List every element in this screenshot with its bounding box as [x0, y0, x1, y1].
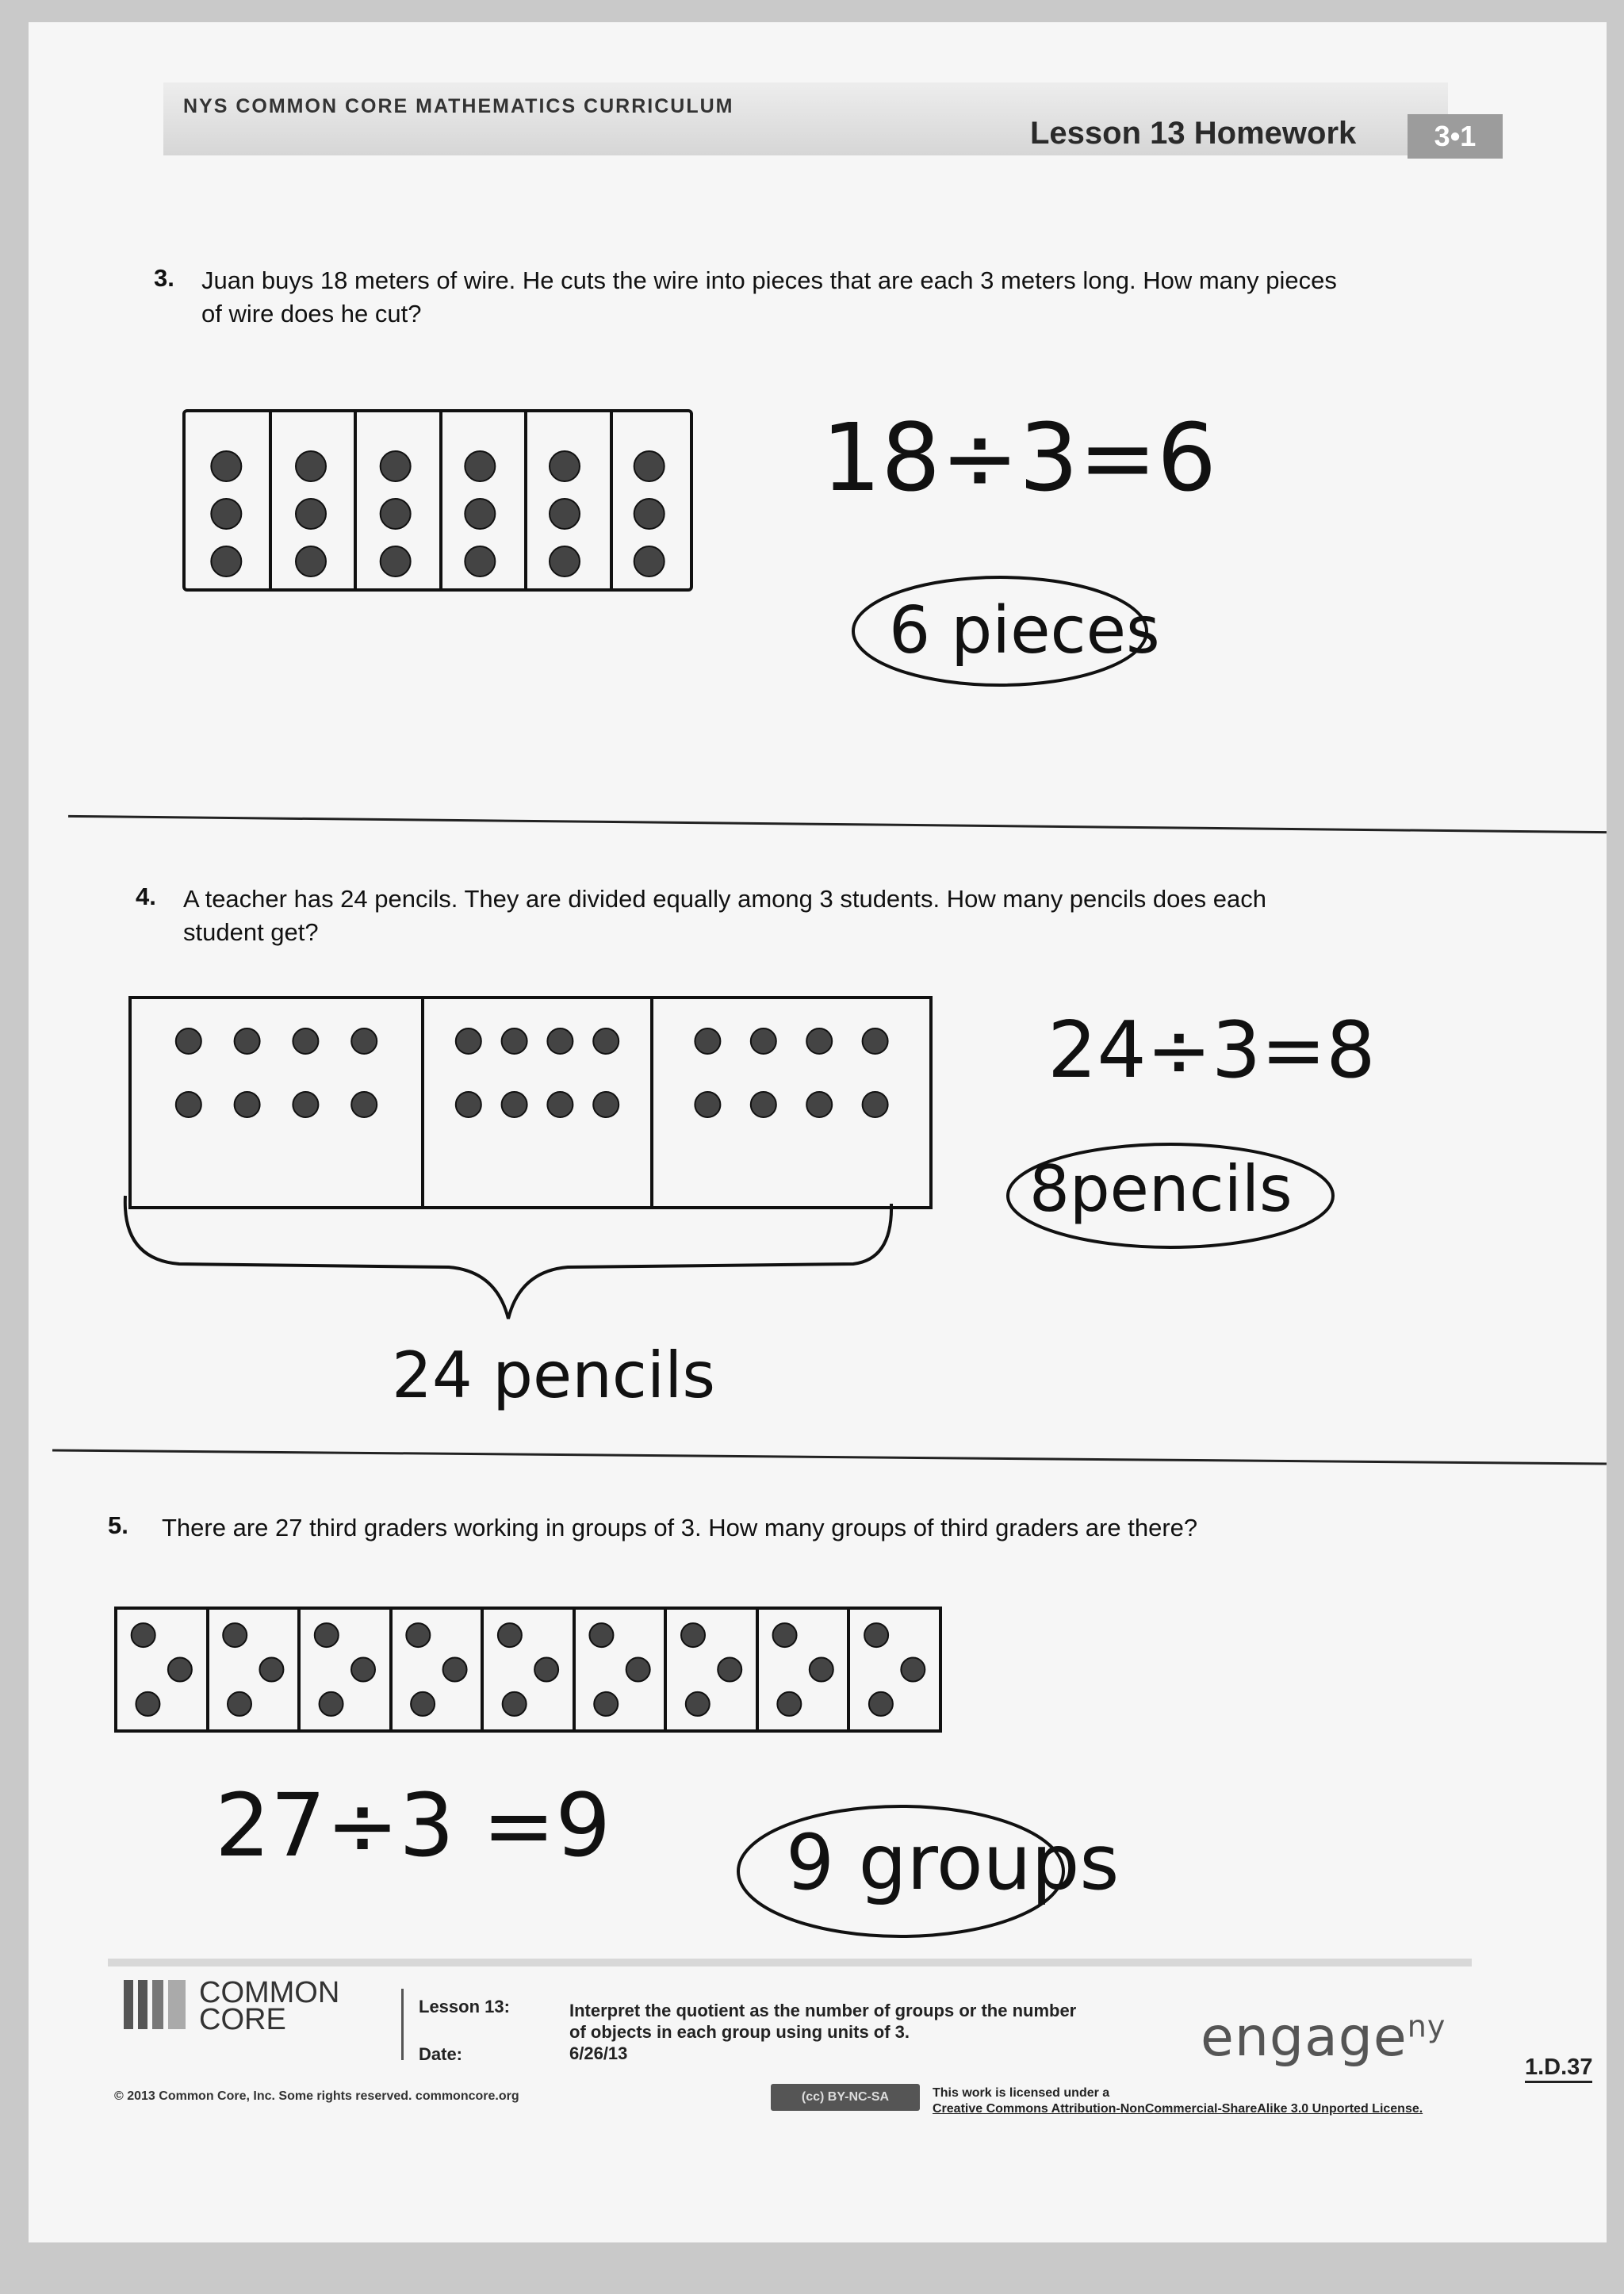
problem-5-dot — [626, 1658, 650, 1682]
problem-3-dot — [211, 499, 241, 529]
problem-4-dot — [235, 1092, 260, 1117]
problem-3-dot — [465, 451, 495, 481]
problem-3-dot — [211, 451, 241, 481]
problem-3-equation: 18÷3=6 — [822, 403, 1217, 512]
license-link: Creative Commons Attribution-NonCommercial-ShareAlike 3.0 Unported License. — [933, 2102, 1423, 2116]
problem-3-dot — [550, 451, 580, 481]
problem-3-dot — [381, 499, 411, 529]
problem-3-dot — [381, 546, 411, 576]
problem-4-dot — [456, 1092, 481, 1117]
problem-5-dot — [589, 1623, 613, 1647]
problem-5-dot — [320, 1692, 343, 1716]
logo-word-core: CORE — [199, 2003, 286, 2036]
problem-5-dot — [498, 1623, 522, 1647]
footer-separator — [401, 1989, 404, 2060]
problem-4-dots — [176, 1028, 888, 1117]
problem-4-text — [183, 883, 1563, 949]
problem-4-brace-label: 24 pencils — [392, 1338, 716, 1412]
problem-5-text: There are 27 third graders working in groups of 3. How many groups of third graders are there? — [162, 1514, 1198, 1541]
problem-4-dot — [235, 1028, 260, 1054]
lesson-title: Lesson 13 Homework — [1030, 116, 1357, 151]
footer-band — [108, 1959, 1472, 1967]
problem-3-dot — [381, 451, 411, 481]
problem-3-tape-diagram — [184, 411, 691, 590]
problem-3-dot — [550, 499, 580, 529]
problem-5-dot — [681, 1623, 705, 1647]
problem-3-dot — [634, 451, 665, 481]
problem-4-dot — [695, 1092, 720, 1117]
problem-4-equation: 24÷3=8 — [1048, 1005, 1376, 1096]
problem-4-dot — [547, 1092, 573, 1117]
problem-4-dot — [502, 1092, 527, 1117]
footer-date-label: Date: — [419, 2044, 463, 2064]
problem-5-number: 5. — [108, 1511, 128, 1539]
problem-5-dot — [411, 1692, 435, 1716]
problem-4-dot — [351, 1028, 377, 1054]
problem-5-dot — [132, 1623, 155, 1647]
problem-4-dot — [351, 1092, 377, 1117]
problem-3-dot — [634, 499, 665, 529]
problem-4-brace — [125, 1196, 891, 1319]
problem-4-dot — [863, 1028, 888, 1054]
problem-3-dots — [211, 451, 664, 576]
problem-5-dot — [223, 1623, 247, 1647]
common-core-logo — [124, 1976, 377, 2036]
problem-5-dot — [315, 1623, 339, 1647]
problem-3-dot — [296, 451, 326, 481]
footer-description — [569, 2000, 1156, 2064]
problem-5-equation: 27÷3 =9 — [215, 1775, 611, 1876]
problem-5-dot — [534, 1658, 558, 1682]
copyright: © 2013 Common Core, Inc. Some rights reserved. commoncore.org — [114, 2089, 519, 2103]
problem-5-dot — [259, 1658, 283, 1682]
problem-5-dot — [351, 1658, 375, 1682]
problem-4-dot — [456, 1028, 481, 1054]
common-core-bars-icon — [124, 1978, 195, 2034]
problem-4-dot — [502, 1028, 527, 1054]
problem-4-dot — [547, 1028, 573, 1054]
problem-3-answer: 6 pieces — [889, 593, 1160, 668]
problem-3-dot — [211, 546, 241, 576]
problem-3-dot — [550, 546, 580, 576]
problem-5-dots — [132, 1623, 925, 1716]
problem-3-dot — [465, 499, 495, 529]
problem-5-dot — [686, 1692, 710, 1716]
grade-module-badge: 3•1 — [1408, 114, 1503, 159]
problem-3-dot — [296, 499, 326, 529]
license-line1: This work is licensed under a — [933, 2086, 1110, 2100]
problem-4-dot — [863, 1092, 888, 1117]
footer-date: 6/26/13 — [569, 2043, 628, 2063]
problem-4-dot — [293, 1028, 318, 1054]
problem-5-dot — [406, 1623, 430, 1647]
problem-5-dot — [901, 1658, 925, 1682]
handwriting-layer — [29, 22, 1607, 2242]
problem-4-dot — [293, 1092, 318, 1117]
footer-description-line1: Interpret the quotient as the number of groups or the number — [569, 2001, 1077, 2020]
problem-5-dot — [773, 1623, 797, 1647]
footer-lesson-label: Lesson 13: — [419, 1997, 510, 2016]
problem-4-number: 4. — [136, 883, 156, 910]
curriculum-title: NYS COMMON CORE MATHEMATICS CURRICULUM — [183, 95, 734, 117]
engage-word: engage — [1201, 2006, 1408, 2069]
problem-3-dot — [296, 546, 326, 576]
problem-4-dot — [593, 1028, 619, 1054]
problem-4-dot — [176, 1028, 201, 1054]
problem-5-dot — [718, 1658, 741, 1682]
problem-4-dot — [751, 1028, 776, 1054]
logo-word-common: COMMON — [199, 1976, 340, 2009]
problem-4-dot — [806, 1092, 832, 1117]
problem-4-dot — [695, 1028, 720, 1054]
problem-5-dot — [168, 1658, 192, 1682]
problem-5-dot — [228, 1692, 251, 1716]
problem-4-text-line2: student get? — [183, 918, 319, 946]
problem-5-dot — [136, 1692, 159, 1716]
worksheet-page — [29, 22, 1607, 2242]
problem-5-dot — [443, 1658, 467, 1682]
problem-3-dot — [465, 546, 495, 576]
problem-4-text-line1: A teacher has 24 pencils. They are divided equally among 3 students. How many pencils does each — [183, 885, 1266, 913]
footer-description-line2: of objects in each group using units of 3. — [569, 2022, 910, 2042]
problem-4-dot — [751, 1092, 776, 1117]
problem-3-text-line2: of wire does he cut? — [201, 300, 422, 327]
problem-5-dot — [777, 1692, 801, 1716]
engage-sup: ny — [1407, 2009, 1446, 2044]
problem-3-dot — [634, 546, 665, 576]
problem-4-answer: 8pencils — [1029, 1152, 1293, 1226]
problem-4-dot — [806, 1028, 832, 1054]
problem-4-dot — [593, 1092, 619, 1117]
engageny-logo — [1201, 2006, 1446, 2069]
problem-5-dot — [810, 1658, 833, 1682]
problem-3-text-line1: Juan buys 18 meters of wire. He cuts the wire into pieces that are each 3 meters long. How many pieces — [201, 266, 1337, 294]
problem-5-dot — [864, 1623, 888, 1647]
cc-license-badge: (cc) BY-NC-SA — [771, 2084, 920, 2111]
page-code: 1.D.37 — [1525, 2055, 1592, 2083]
problem-5-dot — [594, 1692, 618, 1716]
problem-5-answer: 9 groups — [786, 1818, 1120, 1907]
problem-5-dot — [503, 1692, 527, 1716]
license-text — [933, 2085, 1423, 2117]
problem-4-dot — [176, 1092, 201, 1117]
problem-3-number: 3. — [154, 264, 174, 292]
problem-5-dot — [869, 1692, 893, 1716]
